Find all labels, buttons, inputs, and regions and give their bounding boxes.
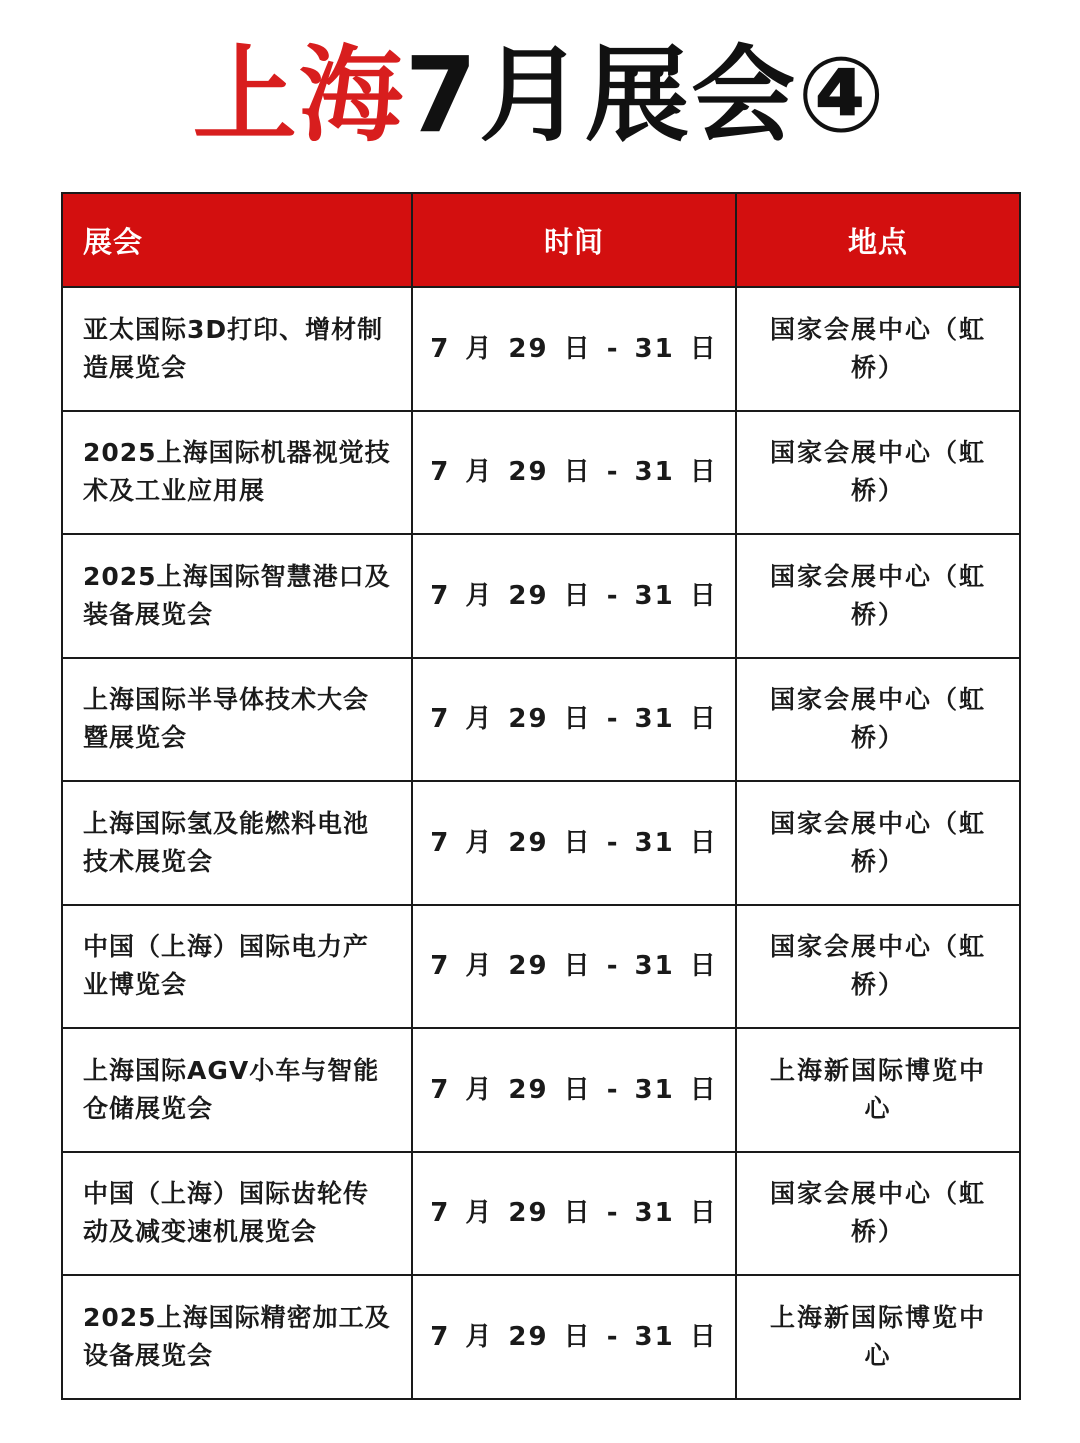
exhibition-time: 7 月 29 日 - 31 日 <box>412 534 736 658</box>
exhibition-time: 7 月 29 日 - 31 日 <box>412 658 736 782</box>
exhibition-name: 中国（上海）国际齿轮传动及减变速机展览会 <box>62 1152 412 1276</box>
exhibition-time: 7 月 29 日 - 31 日 <box>412 287 736 411</box>
table-header-row <box>62 193 1020 287</box>
header-exhibition: 展会 <box>62 193 412 287</box>
table-row <box>62 1152 1020 1276</box>
title-city: 上海 <box>192 34 405 156</box>
table-row <box>62 1275 1020 1399</box>
table-row <box>62 287 1020 411</box>
exhibition-time: 7 月 29 日 - 31 日 <box>412 1028 736 1152</box>
page-title <box>0 30 1080 160</box>
exhibition-time: 7 月 29 日 - 31 日 <box>412 411 736 535</box>
exhibition-name: 2025上海国际机器视觉技术及工业应用展 <box>62 411 412 535</box>
exhibition-name: 2025上海国际智慧港口及装备展览会 <box>62 534 412 658</box>
title-month-exhibitions: 7月展会④ <box>404 34 888 156</box>
header-place: 地点 <box>736 193 1020 287</box>
header-time: 时间 <box>412 193 736 287</box>
exhibition-place: 国家会展中心（虹桥） <box>736 287 1020 411</box>
table-row <box>62 411 1020 535</box>
exhibition-name: 上海国际氢及能燃料电池技术展览会 <box>62 781 412 905</box>
exhibition-time: 7 月 29 日 - 31 日 <box>412 781 736 905</box>
table-row <box>62 534 1020 658</box>
exhibition-time: 7 月 29 日 - 31 日 <box>412 1152 736 1276</box>
exhibition-name: 2025上海国际精密加工及设备展览会 <box>62 1275 412 1399</box>
table-row <box>62 905 1020 1029</box>
exhibition-time: 7 月 29 日 - 31 日 <box>412 905 736 1029</box>
exhibition-place: 国家会展中心（虹桥） <box>736 905 1020 1029</box>
exhibition-table <box>61 192 1021 1400</box>
exhibition-place: 国家会展中心（虹桥） <box>736 411 1020 535</box>
exhibition-name: 上海国际AGV小车与智能仓储展览会 <box>62 1028 412 1152</box>
exhibition-name: 亚太国际3D打印、增材制造展览会 <box>62 287 412 411</box>
exhibition-name: 中国（上海）国际电力产业博览会 <box>62 905 412 1029</box>
exhibition-place: 国家会展中心（虹桥） <box>736 534 1020 658</box>
exhibition-place: 国家会展中心（虹桥） <box>736 658 1020 782</box>
exhibition-place: 上海新国际博览中心 <box>736 1028 1020 1152</box>
table-row <box>62 1028 1020 1152</box>
table-row <box>62 658 1020 782</box>
exhibition-time: 7 月 29 日 - 31 日 <box>412 1275 736 1399</box>
exhibition-place: 国家会展中心（虹桥） <box>736 781 1020 905</box>
exhibition-name: 上海国际半导体技术大会暨展览会 <box>62 658 412 782</box>
exhibition-place: 国家会展中心（虹桥） <box>736 1152 1020 1276</box>
exhibition-place: 上海新国际博览中心 <box>736 1275 1020 1399</box>
table-row <box>62 781 1020 905</box>
